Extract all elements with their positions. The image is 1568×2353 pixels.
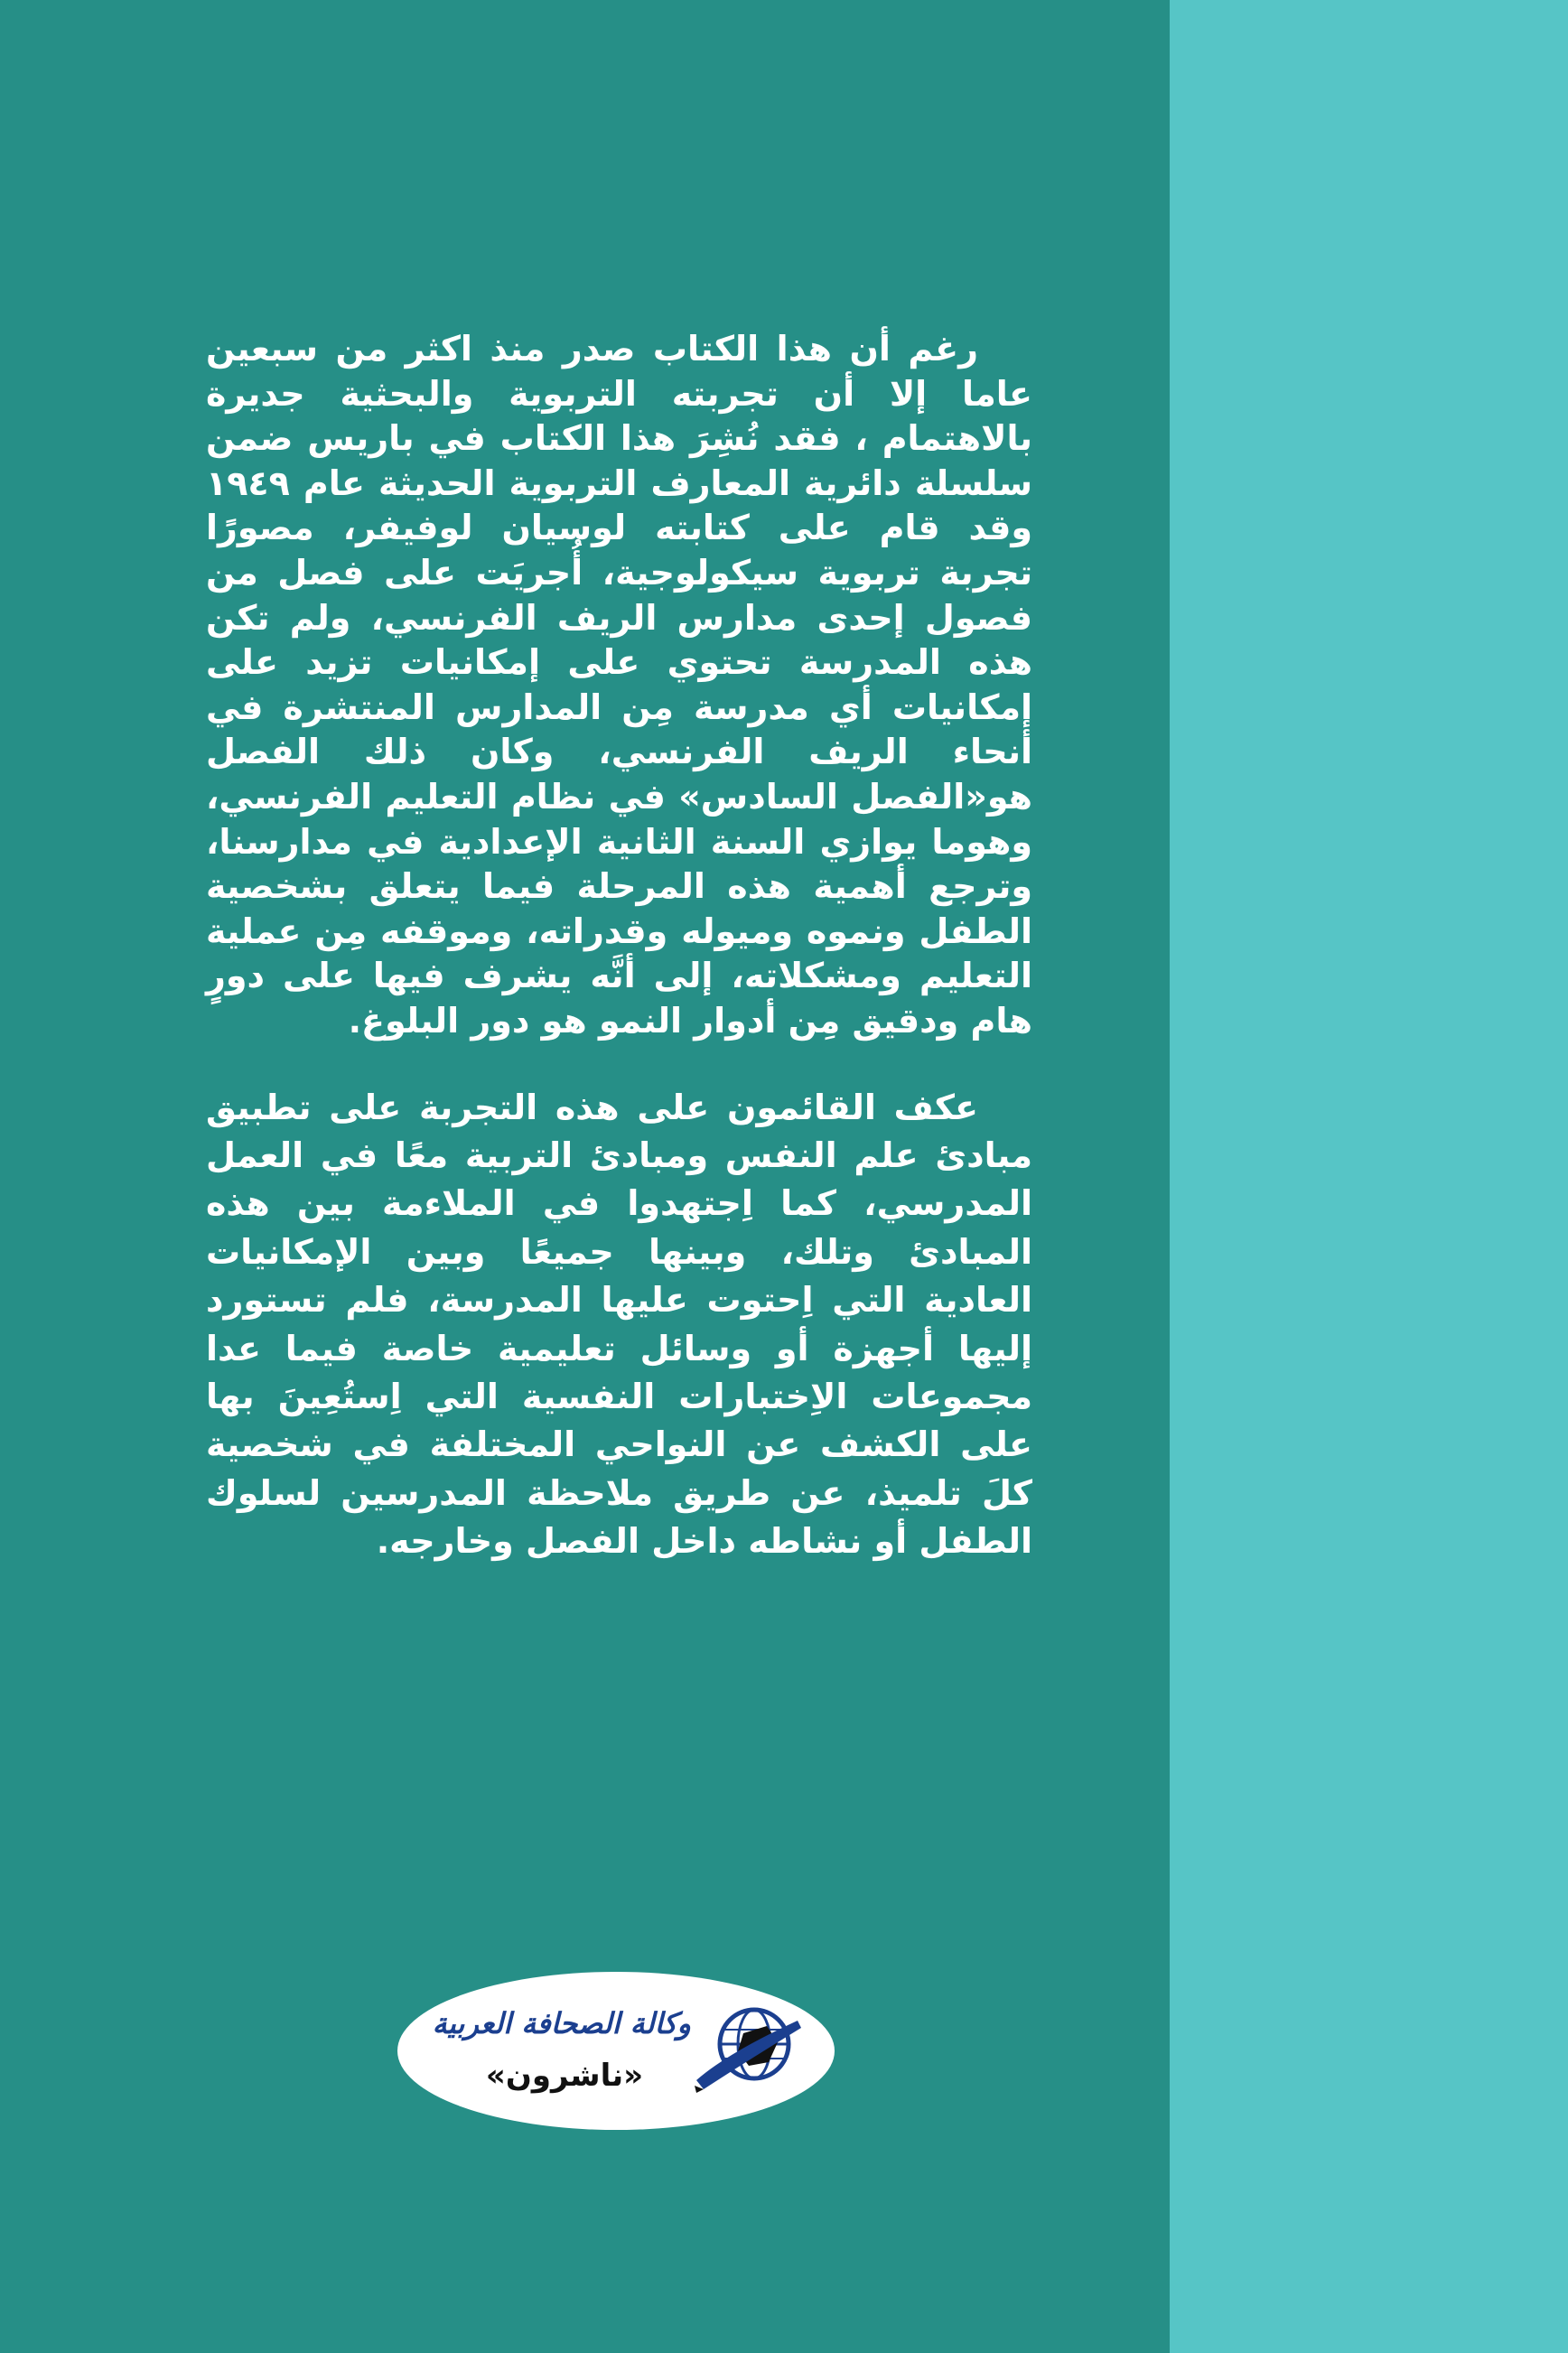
publisher-tagline: «ناشرون» <box>485 2058 644 2094</box>
globe-pen-icon <box>691 1999 805 2098</box>
cover-side-strip <box>1170 0 1568 2353</box>
blurb-paragraph-1: رغم أن هذا الكتاب صدر منذ اكثر من سبعين عاما إلا أن تجربته التربوية والبحثية جديرة بالاهتمام ، فقد نُشِرَ هذا الكتاب في باريس ضمن سلسلة دائرية المعارف التربوية الحديثة عام ١٩٤٩ وقد قام على كتابته لوسيان لوفيفر، مصورًا تجربة تربوية سيكولوجية، أُجريَت على فصل من فصول إحدى مدارس الريف الفرنسي، ولم تكن هذه المدرسة تحتوي على إمكانيات تزيد على إمكانيات أي مدرسة مِن المدارس المنتشرة في أنحاء الريف الفرنسي، وكان ذلك الفصل هو«الفصل السادس» في نظام التعليم الفرنسي، وهوما يوازي السنة الثانية الإعدادية في مدارسنا، وترجع أهمية هذه المرحلة فيما يتعلق بشخصية الطفل ونموه وميوله وقدراته، وموقفه مِن عملية التعليم ومشكلاته، إلى أنَّه يشرف فيها على دورٍ هام ودقيق مِن أدوار النمو هو دور البلوغ. <box>206 329 1032 1041</box>
blurb-text <box>206 327 1032 1566</box>
blurb-paragraph-2: عكف القائمون على هذه التجربة على تطبيق مبادئ علم النفس ومبادئ التربية معًا في العمل المدرسي، كما اِجتهدوا في الملاءمة بين هذه المبادئ وتلك، وبينها جميعًا وبين الإمكانيات العادية التي اِحتوت عليها المدرسة، فلم تستورد إليها أجهزة أو وسائل تعليمية خاصة فيما عدا مجموعات الاِختبارات النفسية التي اِستُعِينَ بها على الكشف عن النواحي المختلفة في شخصية كلَ تلميذ، عن طريق ملاحظة المدرسين لسلوك الطفل أو نشاطه داخل الفصل وخارجه. <box>206 1087 1032 1562</box>
publisher-logo <box>397 1972 835 2130</box>
publisher-name: وكالة الصحافة العربية <box>432 2006 691 2040</box>
